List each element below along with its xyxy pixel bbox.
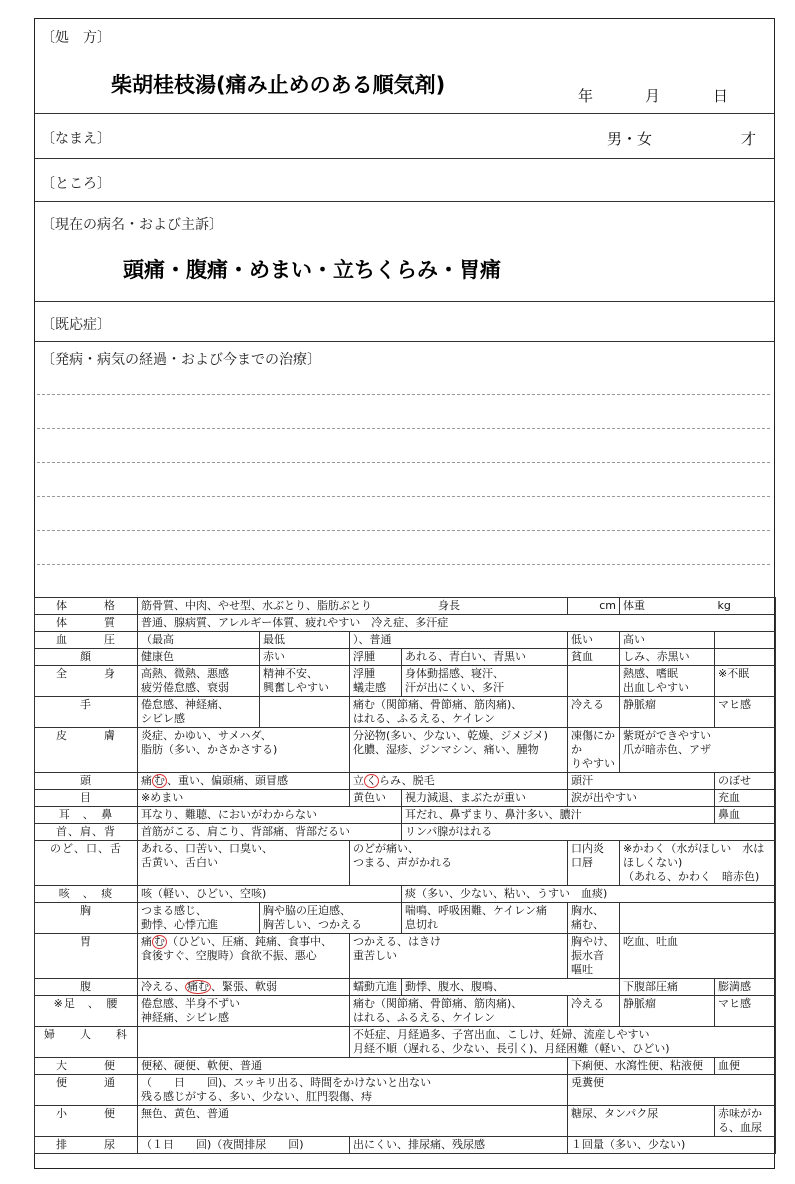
cat-fujin: 婦 人 科 bbox=[35, 1027, 138, 1058]
hara-c5: 膨満感 bbox=[715, 979, 776, 996]
prescription-value: 柴胡桂枝湯(痛み止めのある順気剤) bbox=[111, 73, 446, 97]
cat-hifu: 皮 膚 bbox=[35, 728, 138, 773]
address-section bbox=[35, 159, 774, 202]
atama-c2: 立 く らみ、脱毛 bbox=[350, 773, 568, 790]
row-kao bbox=[35, 649, 776, 666]
te-c1: 倦怠感、神経痛、 シビレ感 bbox=[138, 697, 260, 728]
row-ashi bbox=[35, 996, 776, 1027]
shoben-c3: 赤味がかる、血尿 bbox=[715, 1106, 776, 1137]
seki-c1: 咳（軽い、ひどい、空咳) bbox=[138, 886, 402, 903]
nodo-c1: あれる、口苦い、口臭い、 舌黄い、舌白い bbox=[138, 841, 350, 886]
zenshin-c5: 熱感、嗜眠 出血しやすい bbox=[620, 666, 715, 697]
hara-c4: 下腹部圧痛 bbox=[620, 979, 715, 996]
zenshin-c6: ※不眠 bbox=[715, 666, 776, 697]
hifu-c4: 紫斑ができやすい 爪が暗赤色、アザ bbox=[620, 728, 776, 773]
ashi-c2: 痛む（関節痛、骨節痛、筋肉痛)、 はれる、ふるえる、ケイレン bbox=[350, 996, 568, 1027]
prescription-label: 〔処 方〕 bbox=[41, 30, 111, 46]
cat-me: 目 bbox=[35, 790, 138, 807]
cat-ashi: ※足 、 腰 bbox=[35, 996, 138, 1027]
mimihana-c2: 耳だれ、鼻ずまり、鼻汁多い、膿汁 bbox=[402, 807, 715, 824]
fujin-c1: 不妊症、月経過多、子宮出血、こしけ、妊婦、流産しやすい 月経不順（遅れる、少ない、長引く)、月経困難（軽い、ひどい) bbox=[350, 1027, 776, 1058]
dotted-line bbox=[37, 428, 770, 429]
me-c5: 充血 bbox=[715, 790, 776, 807]
nodo-c3: 口内炎 口唇 bbox=[568, 841, 620, 886]
zenshin-empty bbox=[568, 666, 620, 697]
kao-c5: 貧血 bbox=[568, 649, 620, 666]
prescription-form bbox=[34, 18, 775, 1169]
history-label: 〔既応症〕 bbox=[41, 317, 111, 333]
atama-c3: 頭汗 bbox=[568, 773, 715, 790]
symptom-table bbox=[34, 597, 776, 1154]
me-c3: 視力減退、まぶたが重い bbox=[402, 790, 568, 807]
i-c2: つかえる、はきけ 重苦しい bbox=[350, 934, 568, 979]
mune-c4: 胸水、 痛む、 bbox=[568, 903, 620, 934]
atama-c1: 痛 む 、重い、偏頭痛、頭冒感 bbox=[138, 773, 350, 790]
row-i bbox=[35, 934, 776, 979]
history-section bbox=[35, 302, 774, 342]
dotted-line bbox=[37, 394, 770, 395]
hainyo-c2: 出にくい、排尿痛、残尿感 bbox=[350, 1137, 568, 1154]
mune-c3: 喘鳴、呼吸困難、ケイレン痛 息切れ bbox=[402, 903, 568, 934]
me-c4: 涙が出やすい bbox=[568, 790, 715, 807]
row-hara bbox=[35, 979, 776, 996]
te-c2: 痛む（関節痛、骨節痛、筋肉痛)、 はれる、ふるえる、ケイレン bbox=[350, 697, 568, 728]
date-year: 年 bbox=[578, 87, 594, 105]
cat-kubi: 首、肩、背 bbox=[35, 824, 138, 841]
seki-c2: 痰（多い、少ない、粘い、うすい 血痰) bbox=[402, 886, 776, 903]
te-c3: 冷える bbox=[568, 697, 620, 728]
bp-max: （最高 bbox=[138, 632, 260, 649]
row-mimihana bbox=[35, 807, 776, 824]
zenshin-c2: 精神不安、 興奮しやすい bbox=[260, 666, 350, 697]
mune-c2: 胸や脇の圧迫感、 胸苦しい、つかえる bbox=[260, 903, 402, 934]
daiben-c1: 便秘、硬便、軟便、普通 bbox=[138, 1058, 568, 1075]
course-label: 〔発病・病気の経過・および今までの治療〕 bbox=[41, 352, 321, 368]
row-hifu bbox=[35, 728, 776, 773]
hara-c2: 蠕動亢進 bbox=[350, 979, 402, 996]
me-c1: ※めまい bbox=[138, 790, 350, 807]
row-shoben bbox=[35, 1106, 776, 1137]
hifu-c1: 炎症、かゆい、サメハダ、 脂肪（多い、かさかさする) bbox=[138, 728, 350, 773]
dotted-line bbox=[37, 530, 770, 531]
row-te bbox=[35, 697, 776, 728]
complaint-label: 〔現在の病名・および主訴〕 bbox=[41, 217, 223, 233]
bp-normal: ）、普通 bbox=[350, 632, 568, 649]
zenshin-c1: 高熱、微熱、悪感 疲労倦怠感、衰弱 bbox=[138, 666, 260, 697]
row-bentsu bbox=[35, 1075, 776, 1106]
course-section bbox=[35, 342, 774, 597]
i-c4: 吃血、吐血 bbox=[620, 934, 776, 979]
cat-zenshin: 全 身 bbox=[35, 666, 138, 697]
sex-field: 男・女 bbox=[607, 130, 653, 148]
weight-unit: kg bbox=[715, 598, 776, 615]
weight-label: 体重 bbox=[620, 598, 715, 615]
bentsu-c1: （ 日 回)、スッキリ出る、時間をかけないと出ない 残る感じがする、多い、少ない、肛門裂傷、痔 bbox=[138, 1075, 568, 1106]
daiben-c2: 下痢便、水瀉性便、粘液便 bbox=[568, 1058, 715, 1075]
taishitsu-text: 普通、腺病質、アレルギー体質、疲れやすい 冷え症、多汗症 bbox=[138, 615, 776, 632]
te-c5: マヒ感 bbox=[715, 697, 776, 728]
row-mune bbox=[35, 903, 776, 934]
age-field: 才 bbox=[741, 130, 757, 148]
kao-c6: しみ、赤黒い bbox=[620, 649, 715, 666]
i-c1: 痛 む （ひどい、圧痛、鈍痛、食事中、 食後すぐ、空腹時）食欲不振、悪心 bbox=[138, 934, 350, 979]
ashi-c3: 冷える bbox=[568, 996, 620, 1027]
ashi-c4: 静脈瘤 bbox=[620, 996, 715, 1027]
hainyo-c1: （１日 回)（夜間排尿 回) bbox=[138, 1137, 350, 1154]
cat-mimihana: 耳 、 鼻 bbox=[35, 807, 138, 824]
circle-mark: 痛む bbox=[187, 980, 209, 993]
circle-mark: く bbox=[366, 774, 377, 787]
cat-hara: 腹 bbox=[35, 979, 138, 996]
ashi-c1: 倦怠感、半身不ずい 神経痛、シビレ感 bbox=[138, 996, 350, 1027]
hara-c1: 冷える、 痛む 、緊張、軟弱 bbox=[138, 979, 350, 996]
bp-empty bbox=[715, 632, 776, 649]
kubi-c1: 首筋がこる、肩こり、背部痛、背部だるい bbox=[138, 824, 402, 841]
cat-shoben: 小 便 bbox=[35, 1106, 138, 1137]
mimihana-c1: 耳なり、難聴、においがわからない bbox=[138, 807, 402, 824]
row-taishitsu bbox=[35, 615, 776, 632]
complaint-section bbox=[35, 202, 774, 302]
nodo-c4: ※かわく（水がほしい 水はほしくない) （あれる、かわく 暗赤色) bbox=[620, 841, 776, 886]
cat-i: 胃 bbox=[35, 934, 138, 979]
mune-empty bbox=[620, 903, 776, 934]
height-unit: cm bbox=[568, 598, 620, 615]
bentsu-c2: 兎糞便 bbox=[568, 1075, 776, 1106]
name-section bbox=[35, 114, 774, 159]
taikaku-text: 筋骨質、中肉、やせ型、水ぶとり、脂肪ぶとり 身長 bbox=[138, 598, 568, 615]
date-day: 日 bbox=[713, 87, 729, 105]
cat-hainyo: 排 尿 bbox=[35, 1137, 138, 1154]
hifu-c2: 分泌物(多い、少ない、乾燥、ジメジメ) 化膿、湿疹、ジンマシン、痛い、腫物 bbox=[350, 728, 568, 773]
te-c4: 静脈瘤 bbox=[620, 697, 715, 728]
mimihana-c3: 鼻血 bbox=[715, 807, 776, 824]
row-nodo bbox=[35, 841, 776, 886]
cat-daiben: 大 便 bbox=[35, 1058, 138, 1075]
prescription-section bbox=[35, 19, 774, 114]
row-ketsuatsu bbox=[35, 632, 776, 649]
nodo-c2: のどが痛い、 つまる、声がかれる bbox=[350, 841, 568, 886]
row-me bbox=[35, 790, 776, 807]
mune-c1: つまる感じ、 動悸、心悸亢進 bbox=[138, 903, 260, 934]
row-seki bbox=[35, 886, 776, 903]
row-atama bbox=[35, 773, 776, 790]
bp-min: 最低 bbox=[260, 632, 350, 649]
kao-c1: 健康色 bbox=[138, 649, 260, 666]
dotted-line bbox=[37, 496, 770, 497]
dotted-line bbox=[37, 564, 770, 565]
i-c3: 胸やけ、振水音 嘔吐 bbox=[568, 934, 620, 979]
cat-mune: 胸 bbox=[35, 903, 138, 934]
row-daiben bbox=[35, 1058, 776, 1075]
te-empty bbox=[260, 697, 350, 728]
atama-c4: のぼせ bbox=[715, 773, 776, 790]
cat-kao: 顔 bbox=[35, 649, 138, 666]
row-kubi bbox=[35, 824, 776, 841]
address-label: 〔ところ〕 bbox=[41, 176, 111, 192]
cat-seki: 咳 、 痰 bbox=[35, 886, 138, 903]
hara-c3: 動悸、腹水、腹鳴、 bbox=[402, 979, 620, 996]
zenshin-c4: 身体動揺感、寝汗、 汗が出にくい、多汗 bbox=[402, 666, 568, 697]
date-month: 月 bbox=[645, 87, 661, 105]
cat-ketsuatsu: 血 圧 bbox=[35, 632, 138, 649]
cat-te: 手 bbox=[35, 697, 138, 728]
name-label: 〔なまえ〕 bbox=[41, 131, 111, 147]
bp-high: 高い bbox=[620, 632, 715, 649]
shoben-c1: 無色、黄色、普通 bbox=[138, 1106, 568, 1137]
kao-c4: あれる、青白い、青黒い bbox=[402, 649, 568, 666]
kao-empty bbox=[715, 649, 776, 666]
zenshin-c3: 浮腫 蟻走感 bbox=[350, 666, 402, 697]
me-c2: 黄色い bbox=[350, 790, 402, 807]
dotted-line bbox=[37, 462, 770, 463]
ashi-c5: マヒ感 bbox=[715, 996, 776, 1027]
fujin-empty bbox=[138, 1027, 350, 1058]
hifu-c3: 凍傷にかか りやすい bbox=[568, 728, 620, 773]
row-fujin bbox=[35, 1027, 776, 1058]
cat-atama: 頭 bbox=[35, 773, 138, 790]
circle-mark: む bbox=[154, 935, 165, 948]
complaint-value: 頭痛・腹痛・めまい・立ちくらみ・胃痛 bbox=[123, 258, 501, 282]
kao-c2: 赤い bbox=[260, 649, 350, 666]
row-hainyo bbox=[35, 1137, 776, 1154]
kubi-c2: リンパ腺がはれる bbox=[402, 824, 776, 841]
circle-mark: む bbox=[154, 774, 165, 787]
daiben-c3: 血便 bbox=[715, 1058, 776, 1075]
cat-taikaku: 体 格 bbox=[35, 598, 138, 615]
cat-taishitsu: 体 質 bbox=[35, 615, 138, 632]
hainyo-c3: １回量（多い、少ない) bbox=[568, 1137, 776, 1154]
bp-low: 低い bbox=[568, 632, 620, 649]
kao-c3: 浮腫 bbox=[350, 649, 402, 666]
row-zenshin bbox=[35, 666, 776, 697]
cat-bentsu: 便 通 bbox=[35, 1075, 138, 1106]
shoben-c2: 糖尿、タンパク尿 bbox=[568, 1106, 715, 1137]
cat-nodo: のど、口、舌 bbox=[35, 841, 138, 886]
row-taikaku bbox=[35, 598, 776, 615]
